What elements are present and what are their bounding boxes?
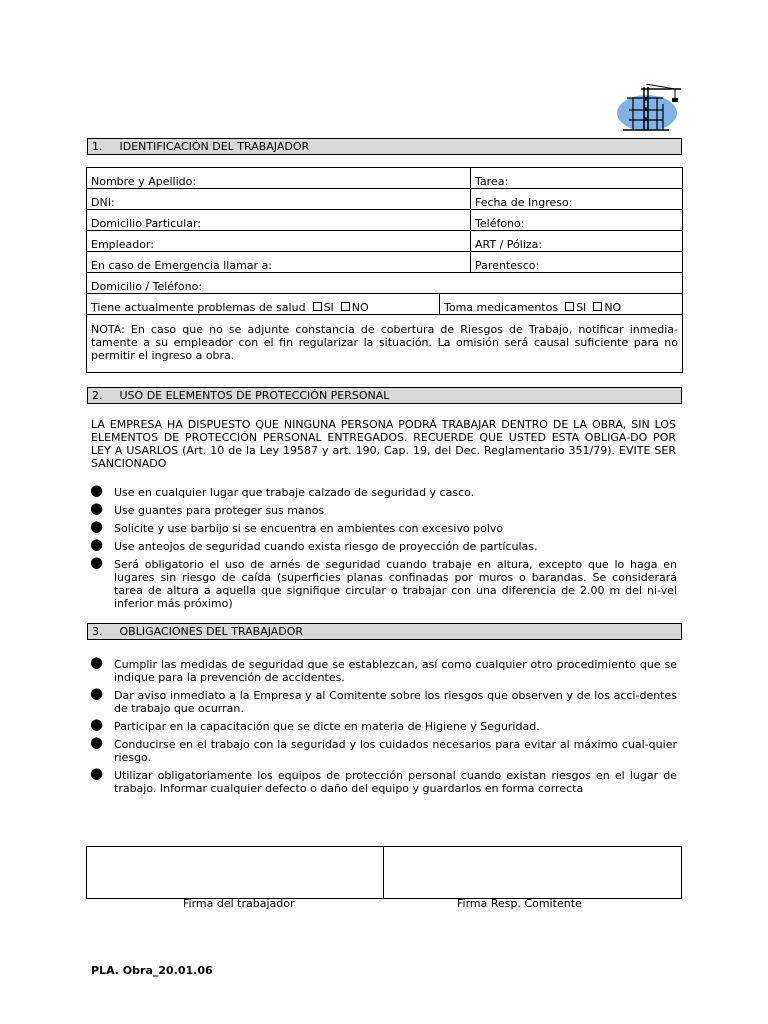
obligations-bullet-list: [87, 653, 677, 795]
health-no-checkbox[interactable]: [341, 302, 350, 311]
name-label: Nombre y Apellido:: [91, 175, 197, 188]
section-title: USO DE ELEMENTOS DE PROTECCIÓN PERSONAL: [119, 389, 390, 402]
list-item: [87, 481, 677, 499]
list-item: [87, 715, 677, 733]
health-problems-field: [87, 294, 440, 315]
address-phone-field[interactable]: [87, 273, 683, 294]
address-phone-label: Domicilio / Teléfono:: [91, 280, 203, 293]
bullet-icon: ●: [90, 715, 104, 733]
worker-signature-label: Firma del trabajador: [183, 897, 295, 910]
list-item-text: Use guantes para proteger sus manos: [114, 504, 325, 517]
signature-box: [86, 846, 682, 899]
medication-no-label: NO: [604, 301, 622, 314]
list-item-text: Cumplir las medidas de seguridad que se establezcan, así como cualquier otro procedimiento que se indique para la prevención de accidentes.: [114, 658, 677, 684]
section-number: 1.: [92, 140, 103, 153]
list-item-text: Conducirse en el trabajo con la seguridad y los cuidados necesarios para evitar al máximo cual-quier riesgo.: [114, 738, 677, 764]
health-no-label: NO: [351, 301, 369, 314]
dni-label: DNI:: [91, 196, 115, 209]
phone-field[interactable]: [471, 210, 683, 231]
list-item-text: Use en cualquier lugar que trabaje calzado de seguridad y casco.: [114, 486, 475, 499]
construction-crane-icon: [617, 84, 683, 134]
bullet-icon: ●: [90, 764, 104, 782]
bullet-icon: ●: [90, 499, 104, 517]
address-field[interactable]: [87, 210, 471, 231]
employer-field[interactable]: [87, 231, 471, 252]
document-code-footer: PLA. Obra_20.01.06: [91, 964, 213, 977]
list-item: [87, 553, 677, 610]
bullet-icon: ●: [90, 653, 104, 671]
list-item-text: Use anteojos de seguridad cuando exista riesgo de proyección de partículas.: [114, 540, 538, 553]
dni-field[interactable]: [87, 189, 471, 210]
coverage-note: NOTA: En caso que no se adjunte constancia de cobertura de Riesgos de Trabajo, notificar inmedia-tamente a su empleador con el fin regularizar la situación. La omisión será causal suficiente para no permitir el ingreso a obra.: [87, 315, 683, 373]
bullet-icon: ●: [90, 481, 104, 499]
task-label: Tarea:: [475, 175, 509, 188]
list-item: [87, 499, 677, 517]
relationship-label: Parentesco:: [475, 259, 540, 272]
relationship-field[interactable]: [471, 252, 683, 273]
start-date-label: Fecha de Ingreso:: [475, 196, 573, 209]
address-label: Domicilio Particular:: [91, 217, 202, 230]
list-item-text: Participar en la capacitación que se dicte en materia de Higiene y Seguridad.: [114, 720, 540, 733]
worker-signature-area[interactable]: [87, 847, 383, 898]
bullet-icon: ●: [90, 535, 104, 553]
list-item: [87, 653, 677, 684]
list-item-text: Utilizar obligatoriamente los equipos de protección personal cuando existan riesgos en el lugar de trabajo. Informar cualquier defecto o daño del equipo y guardarlos en forma correcta: [114, 769, 677, 795]
list-item-text: Dar aviso inmediato a la Empresa y al Comitente sobre los riesgos que observen y de los acci-dentes de trabajo que ocurran.: [114, 689, 677, 715]
bullet-icon: ●: [90, 517, 104, 535]
client-signature-label: Firma Resp. Comitente: [457, 897, 582, 910]
client-signature-area[interactable]: [384, 847, 681, 898]
section-2-header: [87, 387, 682, 404]
construction-crane-logo: [617, 84, 683, 134]
medication-field: [440, 294, 683, 315]
employer-label: Empleador:: [91, 238, 154, 251]
medication-no-checkbox[interactable]: [593, 302, 602, 311]
health-yes-checkbox[interactable]: [313, 302, 322, 311]
section-3-header: [87, 623, 682, 640]
bullet-icon: ●: [90, 553, 104, 571]
art-policy-field[interactable]: [471, 231, 683, 252]
list-item: [87, 764, 677, 795]
start-date-field[interactable]: [471, 189, 683, 210]
medication-yes-label: SI: [576, 301, 587, 314]
list-item: [87, 535, 677, 553]
medication-yes-checkbox[interactable]: [565, 302, 574, 311]
health-problems-label: Tiene actualmente problemas de salud: [91, 301, 306, 314]
ppe-bullet-list: [87, 481, 677, 610]
ppe-notice-paragraph: LA EMPRESA HA DISPUESTO QUE NINGUNA PERSONA PODRÁ TRABAJAR DENTRO DE LA OBRA, SIN LOS ELEMENTOS DE PROTECCIÓN PERSONAL ENTREGADOS. RECUERDE QUE USTED ESTA OBLIGA-DO POR LEY A USARLOS (Art. 10 de la Ley 19587 y art. 190, Cap. 19, del Dec. Reglamentario 351/79). EVITE SER SANCIONADO: [91, 418, 676, 470]
list-item: [87, 733, 677, 764]
bullet-icon: ●: [90, 684, 104, 702]
emergency-contact-field[interactable]: [87, 252, 471, 273]
medication-label: Toma medicamentos: [444, 301, 559, 314]
task-field[interactable]: [471, 168, 683, 189]
section-title: OBLIGACIONES DEL TRABAJADOR: [119, 625, 304, 638]
list-item: [87, 517, 677, 535]
section-number: 2.: [92, 389, 103, 402]
list-item-text: Solicite y use barbijo si se encuentra en ambientes con excesivo polvo: [114, 522, 504, 535]
art-policy-label: ART / Póliza:: [475, 238, 543, 251]
phone-label: Teléfono:: [475, 217, 525, 230]
section-1-header: [87, 138, 682, 155]
worker-identification-table: [86, 167, 683, 373]
list-item-text: Será obligatorio el uso de arnés de seguridad cuando trabaje en altura, excepto que lo haga en lugares sin riesgo de caída (superficies planas confinadas por muros o barandas. Se considerará tarea de altura a aquella que signifique circular o trabajar con una diferencia de 2.00 m del ni-vel inferior más próximo): [114, 558, 677, 610]
health-yes-label: SI: [323, 301, 334, 314]
bullet-icon: ●: [90, 733, 104, 751]
name-field[interactable]: [87, 168, 471, 189]
emergency-contact-label: En caso de Emergencia llamar a:: [91, 259, 273, 272]
section-number: 3.: [92, 625, 103, 638]
list-item: [87, 684, 677, 715]
section-title: IDENTIFICACIÓN DEL TRABAJADOR: [119, 140, 310, 153]
